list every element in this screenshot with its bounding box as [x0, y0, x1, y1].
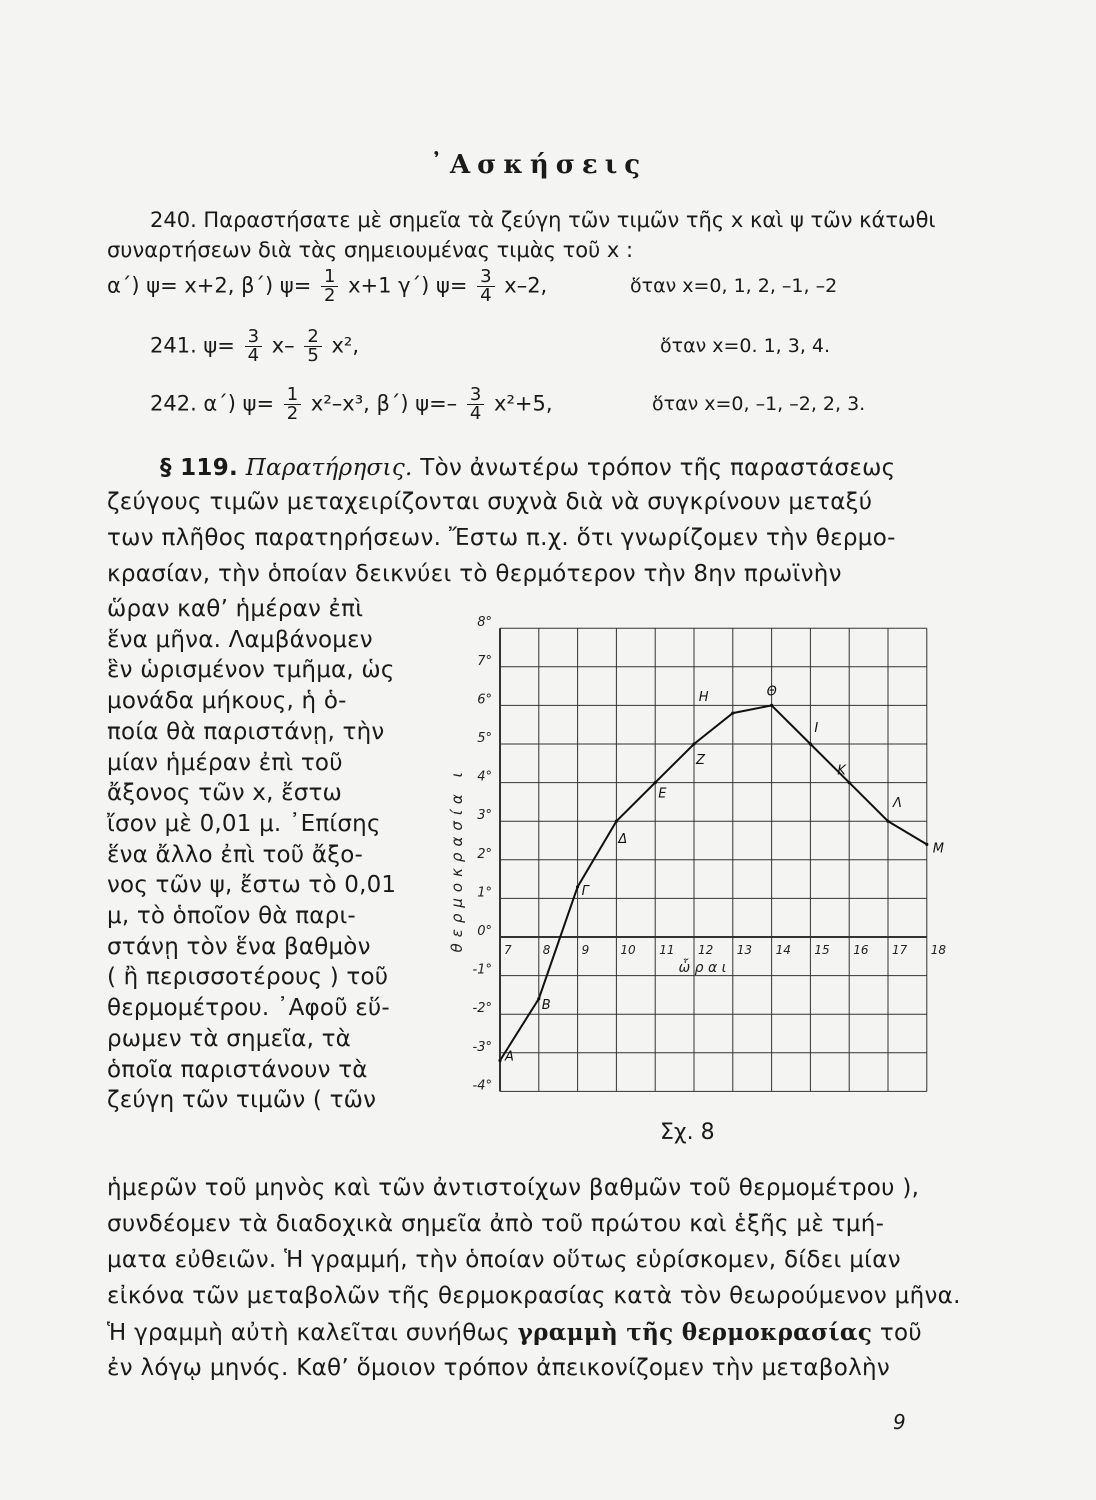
fraction: $\frac{1}{2}$ — [321, 268, 338, 305]
body-line: συνδέομεν τὰ διαδοχικὰ σημεῖα ἀπὸ τοῦ πρώτου καὶ ἑξῆς μὲ τμή- — [107, 1211, 885, 1237]
page-number: 9 — [893, 1410, 906, 1434]
formula-text: 241. ψ= — [150, 333, 235, 358]
x-tick-label: 10 — [620, 943, 636, 957]
x-tick-label: 11 — [659, 943, 675, 957]
fraction: $\frac{3}{4}$ — [477, 268, 494, 305]
left-column-line: ὥραν καθ’ ἡμέραν ἐπὶ — [107, 596, 364, 622]
left-column-line: ἄξονος τῶν x, ἔστω — [107, 780, 343, 807]
temperature-chart — [440, 610, 960, 1120]
data-point — [537, 997, 540, 1000]
page-title: ᾿Ασκήσεις — [430, 150, 648, 180]
x-tick-label: 14 — [775, 943, 791, 957]
body-line — [107, 1319, 922, 1346]
body-text: τοῦ — [879, 1320, 922, 1346]
data-point — [692, 742, 695, 745]
data-point — [576, 885, 579, 888]
data-point — [770, 704, 773, 707]
body-line: εἰκόνα τῶν μεταβολῶν τῆς θερμοκρασίας κατὰ τὸν θεωρούμενον μῆνα. — [107, 1283, 961, 1309]
body-line: των πλῆθος παρατηρήσεων. Ἔστω π.χ. ὅτι γνωρίζομεν τὴν θερμο- — [107, 525, 896, 551]
left-column-line: ἓν ὡρισμένον τμῆμα, ὡς — [107, 657, 395, 684]
data-point — [809, 742, 812, 745]
x-tick-label: 18 — [930, 943, 947, 957]
point-label: Δ — [618, 832, 628, 848]
exercise-240-functions — [107, 268, 547, 305]
point-label: Λ — [893, 796, 902, 812]
y-tick-label: 8° — [477, 615, 492, 631]
data-point — [615, 820, 618, 823]
exercise-242-values: ὅταν x=0, –1, –2, 2, 3. — [652, 393, 866, 415]
figure-caption: Σχ. 8 — [660, 1120, 715, 1145]
x-axis-label: ὧ ρ α ι — [678, 960, 727, 976]
formula-text: x², — [331, 333, 360, 358]
section-title: Παρατήρησις. — [245, 455, 413, 481]
point-label: K — [837, 763, 846, 779]
point-label: Γ — [581, 883, 589, 899]
point-label: I — [814, 721, 819, 736]
left-column-line: νος τῶν ψ, ἔστω τὸ 0,01 — [107, 872, 397, 899]
point-label: A — [505, 1049, 514, 1065]
formula-text: x+1 γ΄) ψ= — [348, 273, 468, 298]
point-label: H — [698, 690, 709, 706]
y-tick-label: 1° — [477, 885, 492, 901]
x-tick-label: 16 — [853, 943, 869, 957]
temperature-line — [500, 705, 927, 1060]
left-column-line: ἕνα μῆνα. Λαμβάνομεν — [107, 626, 373, 653]
exercise-241-values: ὅταν x=0. 1, 3, 4. — [660, 335, 831, 357]
fraction: $\frac{1}{2}$ — [284, 386, 301, 423]
section-heading — [160, 455, 895, 481]
fraction: $\frac{2}{5}$ — [304, 328, 321, 365]
point-label: Θ — [766, 684, 777, 700]
y-tick-label: 6° — [477, 692, 492, 708]
left-column-line: ζεύγη τῶν τιμῶν ( τῶν — [107, 1087, 377, 1114]
body-text: Ἡ γραμμὴ αὐτὴ καλεῖται συνήθως — [107, 1320, 511, 1346]
exercise-240-line2: συναρτήσεων διὰ τὰς σημειουμένας τιμὰς τοῦ x : — [107, 238, 634, 262]
formula-text: x²+5, — [494, 391, 553, 416]
y-tick-label: 3° — [477, 808, 492, 824]
bold-term: γραμμὴ τῆς θερμοκρασίας — [517, 1319, 873, 1346]
data-point — [731, 712, 734, 715]
formula-text: x²–x³, β΄) ψ=– — [310, 391, 458, 416]
y-tick-label: 2° — [477, 846, 492, 862]
point-label: B — [541, 997, 551, 1013]
formula-text: 242. α΄) ψ= — [150, 391, 275, 416]
point-label: E — [658, 786, 667, 802]
body-line: ἡμερῶν τοῦ μηνὸς καὶ τῶν ἀντιστοίχων βαθμῶν τοῦ θερμομέτρου ), — [107, 1175, 920, 1201]
exercise-240-values: ὅταν x=0, 1, 2, –1, –2 — [630, 275, 838, 297]
body-line: ματα εὐθειῶν. Ἡ γραμμή, τὴν ὁποίαν οὕτως εὑρίσκομεν, δίδει μίαν — [107, 1247, 901, 1273]
left-column-line: ὁποῖα παριστάνουν τὰ — [107, 1056, 368, 1083]
exercise-242 — [150, 386, 553, 423]
exercise-241 — [150, 328, 359, 365]
data-point — [654, 781, 657, 784]
left-column-line: θερμομέτρου. ᾿Αφοῦ εὕ- — [107, 995, 390, 1022]
y-tick-label: -2° — [472, 1001, 492, 1017]
x-tick-label: 8 — [542, 943, 551, 957]
exercise-240-line1: 240. Παραστήσατε μὲ σημεῖα τὰ ζεύγη τῶν τιμῶν τῆς x καὶ ψ τῶν κάτωθι — [150, 208, 936, 232]
x-tick-label: 17 — [892, 943, 908, 957]
y-tick-label: 5° — [477, 731, 492, 746]
y-tick-label: 4° — [477, 769, 492, 785]
y-tick-label: 0° — [477, 924, 492, 939]
x-tick-label: 9 — [581, 943, 590, 957]
left-column-line: μίαν ἡμέραν ἐπὶ τοῦ — [107, 749, 343, 776]
left-column-line: μ, τὸ ὁποῖον θὰ παρι- — [107, 903, 356, 929]
body-line: ζεύγους τιμῶν μεταχειρίζονται συχνὰ διὰ νὰ συγκρίνουν μεταξύ — [107, 489, 873, 515]
left-column-line: ποία θὰ παριστάνῃ, τὴν — [107, 718, 385, 745]
y-tick-label: -4° — [472, 1078, 492, 1094]
x-tick-label: 12 — [698, 943, 714, 957]
x-tick-label: 13 — [736, 943, 753, 957]
data-point — [886, 820, 889, 823]
data-point — [848, 781, 851, 784]
y-tick-label: -3° — [472, 1039, 492, 1055]
left-column-line: μονάδα μήκους, ἡ ὁ- — [107, 688, 347, 715]
y-tick-label: 7° — [477, 653, 492, 669]
left-column-line: ἕνα ἄλλο ἐπὶ τοῦ ἄξο- — [107, 841, 363, 868]
formula-text: x– — [271, 333, 295, 358]
fraction: $\frac{3}{4}$ — [245, 328, 262, 365]
left-column-line: ρωμεν τὰ σημεῖα, τὰ — [107, 1025, 351, 1052]
left-column-line: ( ἢ περισσοτέρους ) τοῦ — [107, 964, 389, 991]
point-label: M — [932, 841, 945, 857]
data-point — [498, 1059, 501, 1062]
formula-text: α΄) ψ= x+2, β΄) ψ= — [107, 273, 312, 298]
section-number: § 119. — [160, 455, 239, 481]
body-line: ἐν λόγῳ μηνός. Καθ’ ὅμοιον τρόπον ἀπεικονίζομεν τὴν μεταβολὴν — [107, 1355, 891, 1381]
fraction: $\frac{3}{4}$ — [467, 386, 484, 423]
point-label: Z — [696, 753, 705, 768]
body-line: κρασίαν, τὴν ὁποίαν δεικνύει τὸ θερμότερον τὴν 8ην πρωϊνὴν — [107, 561, 842, 587]
x-tick-label: 15 — [814, 943, 830, 957]
x-tick-label: 7 — [504, 943, 512, 957]
y-tick-label: -1° — [472, 962, 492, 978]
left-column-line: ἴσον μὲ 0,01 μ. ᾿Επίσης — [107, 810, 381, 837]
data-point — [925, 843, 928, 846]
left-column-line: στάνῃ τὸν ἕνα βαθμὸν — [107, 933, 371, 960]
section-line1: Τὸν ἀνωτέρω τρόπον τῆς παραστάσεως — [420, 455, 896, 481]
y-axis-label: θερμοκρασία ι — [448, 766, 466, 953]
formula-text: x–2, — [504, 273, 548, 298]
